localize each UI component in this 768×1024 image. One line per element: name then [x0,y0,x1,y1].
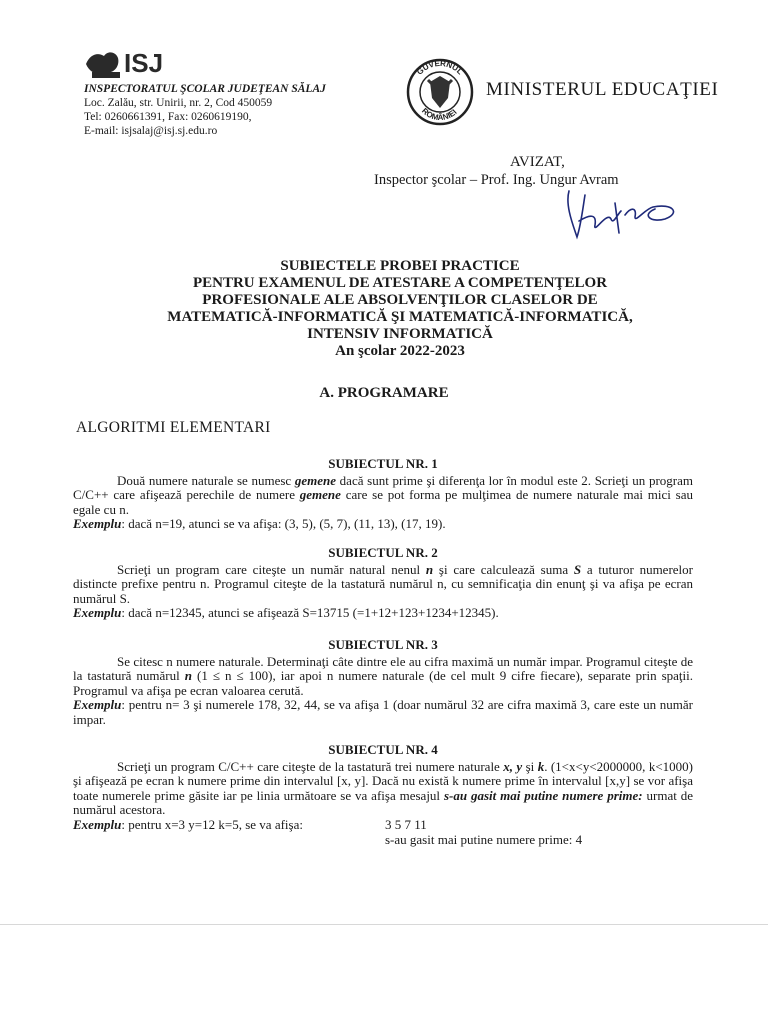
example-output-line-1: 3 5 7 11 [385,816,427,832]
svg-text:ROMÂNIEI: ROMÂNIEI [420,106,459,123]
title-line-6: An şcolar 2022-2023 [335,343,465,359]
subject-heading: SUBIECTUL NR. 1 [328,456,438,471]
subject-example: Exemplu: dacă n=12345, atunci se afişează S=13715 (=1+12+123+1234+12345). [73,605,499,621]
isj-email: E-mail: isjsalaj@isj.sj.edu.ro [84,125,218,137]
isj-logo [84,44,174,80]
title-line-1: SUBIECTELE PROBEI PRACTICE [280,258,520,274]
subject-heading: SUBIECTUL NR. 2 [328,545,438,560]
isj-phone: Tel: 0260661391, Fax: 0260619190, [84,111,252,123]
isj-contact-block [84,82,326,138]
subject-example: Exemplu: dacă n=19, atunci se va afişa: (3, 5), (5, 7), (11, 13), (17, 19). [73,516,446,532]
ministry-name: MINISTERUL EDUCAŢIEI [486,79,719,100]
subject-1 [73,457,693,532]
example-output-line-2: s-au gasit mai putine numere prime: 4 [385,831,583,847]
subject-2 [73,546,693,621]
isj-logo-text: ISJ [124,48,164,78]
subject-4 [73,743,693,847]
svg-text:GUVERNUL: GUVERNUL [415,58,465,77]
subject-example: Exemplu: pentru x=3 y=12 k=5, se va afişa: 3 5 7 11 s-au gasit mai putine numere prime: 4 [73,816,583,847]
subject-example: Exemplu: pentru n= 3 şi numerele 178, 32, 44, se va afişa 1 (doar numărul 32 are cifra maximă 3, care este un număr impar. [73,697,693,727]
subject-3 [73,638,693,728]
subject-heading: SUBIECTUL NR. 4 [328,742,438,757]
subject-statement: Două numere naturale se numesc gemene dacă sunt prime şi diferenţa lor în modul este 2. Scrieţi un program C/C++ care afişează perechile de numere gemene care se pot forma pe mulţimea de numere naturale mai mici sau egale cu n. [73,472,693,517]
document-title [60,258,740,360]
title-line-5: INTENSIV INFORMATICĂ [307,326,493,342]
category-heading: ALGORITMI ELEMENTARI [76,419,271,436]
subject-heading: SUBIECTUL NR. 3 [328,637,438,652]
title-line-2: PENTRU EXAMENUL DE ATESTARE A COMPETENŢELOR [192,275,608,291]
isj-address: Loc. Zalău, str. Unirii, nr. 2, Cod 450059 [84,97,273,109]
government-seal [406,58,474,126]
inspector-line: Inspector şcolar – Prof. Ing. Ungur Avram [374,172,619,188]
title-line-4: MATEMATICĂ-INFORMATICĂ ŞI MATEMATICĂ-INFORMATICĂ, [167,309,633,325]
section-heading: A. PROGRAMARE [319,385,449,401]
page-edge-line [0,924,768,925]
approval-label: AVIZAT, [510,154,565,170]
subject-statement: Se citesc n numere naturale. Determinaţi câte dintre ele au cifra maximă un număr impar. Programul citeşte de la tastatură numărul n (1 ≤ n ≤ 100), iar apoi n numere naturale (de cel mult 9 cifre fiecare), separate prin spaţii. Programul va afişa pe ecran valoarea cerută. [73,653,693,698]
subject-statement: Scrieţi un program C/C++ care citeşte de la tastatură trei numere naturale x, y şi k. (1<x<y<2000000, k<1000) şi afişează pe ecran k numere prime din intervalul [x, y]. Dacă nu există k numere prime în intervalul [x,y] se vor afişa toate numerele prime găsite iar pe linia următoare se va afişa mesajul s-au gasit mai putine numere prime: urmat de numărul acestora. [73,758,694,818]
title-line-3: PROFESIONALE ALE ABSOLVENŢILOR CLASELOR DE [202,292,598,308]
signature [555,185,685,245]
isj-organization: INSPECTORATUL ŞCOLAR JUDEŢEAN SĂLAJ [84,83,326,95]
subject-statement: Scrieţi un program care citeşte un număr natural nenul n şi care calculează suma S a tuturor numerelor distincte prefixe pentru n. Programul citeşte de la tastatură numărul n, cu semnificaţia din enunţ şi va afişa pe ecran numărul S. [73,561,693,606]
